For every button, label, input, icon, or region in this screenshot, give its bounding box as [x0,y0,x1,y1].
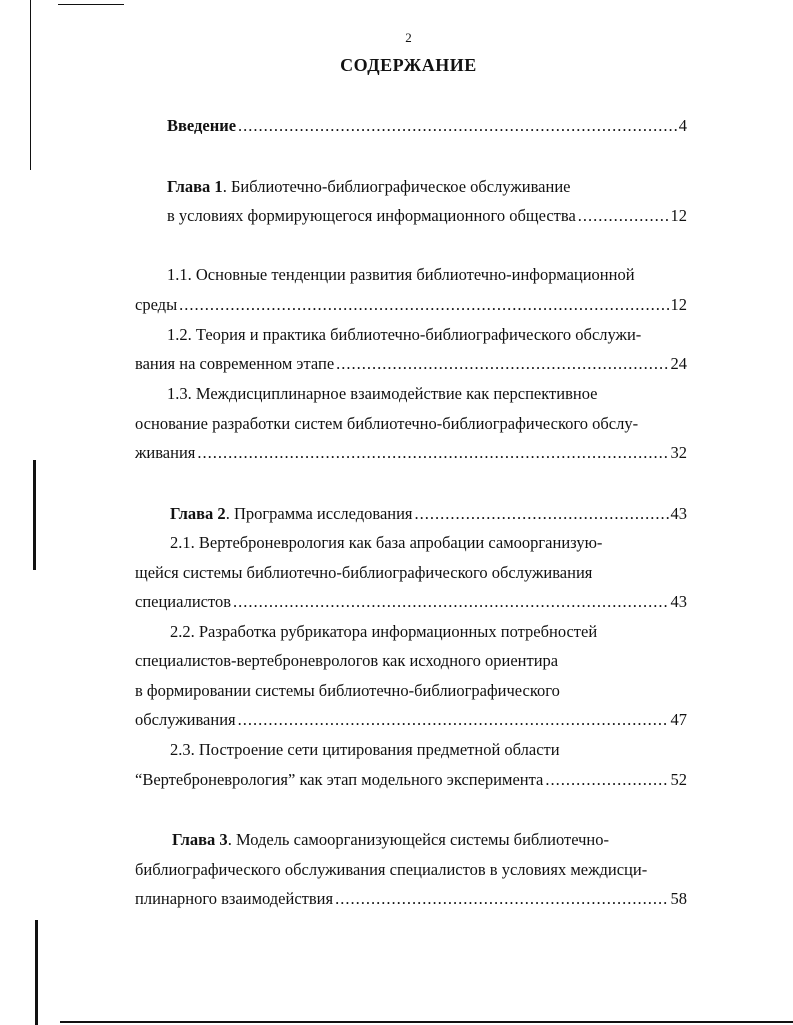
toc-page: 12 [670,206,687,225]
toc-chapter-3[interactable] [172,830,609,850]
toc-text: живания [135,443,196,462]
dot-leader [415,504,669,524]
toc-section-2-1-line2 [135,563,592,583]
toc-section-2-2-line2 [135,651,558,671]
toc-text: 2.3. Построение сети цитирования предметной области [170,740,560,759]
toc-page: 47 [670,710,687,729]
dot-leader [179,295,668,315]
toc-text: 1.1. Основные тенденции развития библиотечно-информационной [167,265,635,284]
toc-section-2-1-line3[interactable] [135,592,687,612]
toc-chapter-3-line3[interactable] [135,889,687,909]
toc-text: в условиях формирующегося информационного общества [167,206,576,225]
scan-edge-line [35,920,38,1025]
toc-section-2-3[interactable] [170,740,687,760]
toc-section-1-3-line3[interactable] [135,443,687,463]
scan-edge-line [58,4,124,5]
toc-page: 43 [670,504,687,523]
toc-text: специалистов [135,592,232,611]
dot-leader [197,443,668,463]
toc-text: плинарного взаимодействия [135,889,334,908]
toc-text: в формировании системы библиотечно-библиографического [135,681,560,700]
toc-text: 2.1. Вертеброневрология как база апробации самоорганизую- [170,533,603,552]
toc-section-2-2[interactable] [170,622,597,642]
toc-section-2-2-line4[interactable] [135,710,687,730]
scan-edge-line [33,460,36,570]
chapter-label: Глава 3 [172,830,228,849]
dot-leader [335,889,668,909]
toc-entry-intro[interactable] [167,116,687,136]
chapter-label: Глава 2 [170,504,226,523]
toc-text: 1.2. Теория и практика библиотечно-библиографического обслужи- [167,325,642,344]
toc-section-1-1[interactable] [167,265,687,285]
toc-text: щейся системы библиотечно-библиографического обслуживания [135,563,593,582]
dot-leader [238,116,677,136]
dot-leader [336,354,668,374]
toc-text: 1.3. Междисциплинарное взаимодействие как перспективное [167,384,598,403]
toc-page: 4 [678,116,687,135]
dot-leader [233,592,668,612]
toc-label: Введение [167,116,237,135]
page-number: 2 [405,30,412,45]
toc-chapter-1[interactable] [167,177,571,197]
toc-page: 12 [670,295,687,314]
page-title: СОДЕРЖАНИЕ [340,55,477,75]
toc-page: 43 [670,592,687,611]
toc-text: обслуживания [135,710,236,729]
chapter-label: Глава 1 [167,177,223,196]
toc-text: библиографического обслуживания специалистов в условиях междисци- [135,860,648,879]
toc-section-1-2[interactable] [167,325,641,345]
toc-chapter-3-line2 [135,860,647,880]
toc-text: вания на современном этапе [135,354,335,373]
toc-page: 24 [670,354,687,373]
dot-leader [545,770,668,790]
scan-edge-line [30,0,31,170]
toc-section-2-2-line3 [135,681,560,701]
toc-text: 2.2. Разработка рубрикатора информационных потребностей [170,622,598,641]
toc-page: 58 [670,889,687,908]
toc-text: среды [135,295,178,314]
toc-text: основание разработки систем библиотечно-библиографического обслу- [135,414,639,433]
toc-page: 52 [670,770,687,789]
dot-leader [578,206,669,226]
dot-leader [238,710,669,730]
toc-section-1-3[interactable] [167,384,597,404]
toc-section-2-1[interactable] [170,533,602,553]
chapter-title: . Модель самоорганизующейся системы библиотечно- [227,830,609,849]
toc-chapter-2[interactable] [170,504,687,524]
toc-text: специалистов-вертеброневрологов как исходного ориентира [135,651,559,670]
toc-page: 32 [670,443,687,462]
toc-chapter-1-line2[interactable] [167,206,687,226]
toc-section-1-2-line2[interactable] [135,354,687,374]
toc-section-2-3-line2[interactable] [135,770,687,790]
chapter-title: . Библиотечно-библиографическое обслуживание [222,177,571,196]
toc-text: “Вертеброневрология” как этап модельного эксперимента [135,770,544,789]
toc-section-1-1-line2[interactable] [135,295,687,315]
scan-edge-line [60,1021,793,1023]
toc-section-1-3-line2 [135,414,638,434]
chapter-title: . Программа исследования [225,504,413,523]
